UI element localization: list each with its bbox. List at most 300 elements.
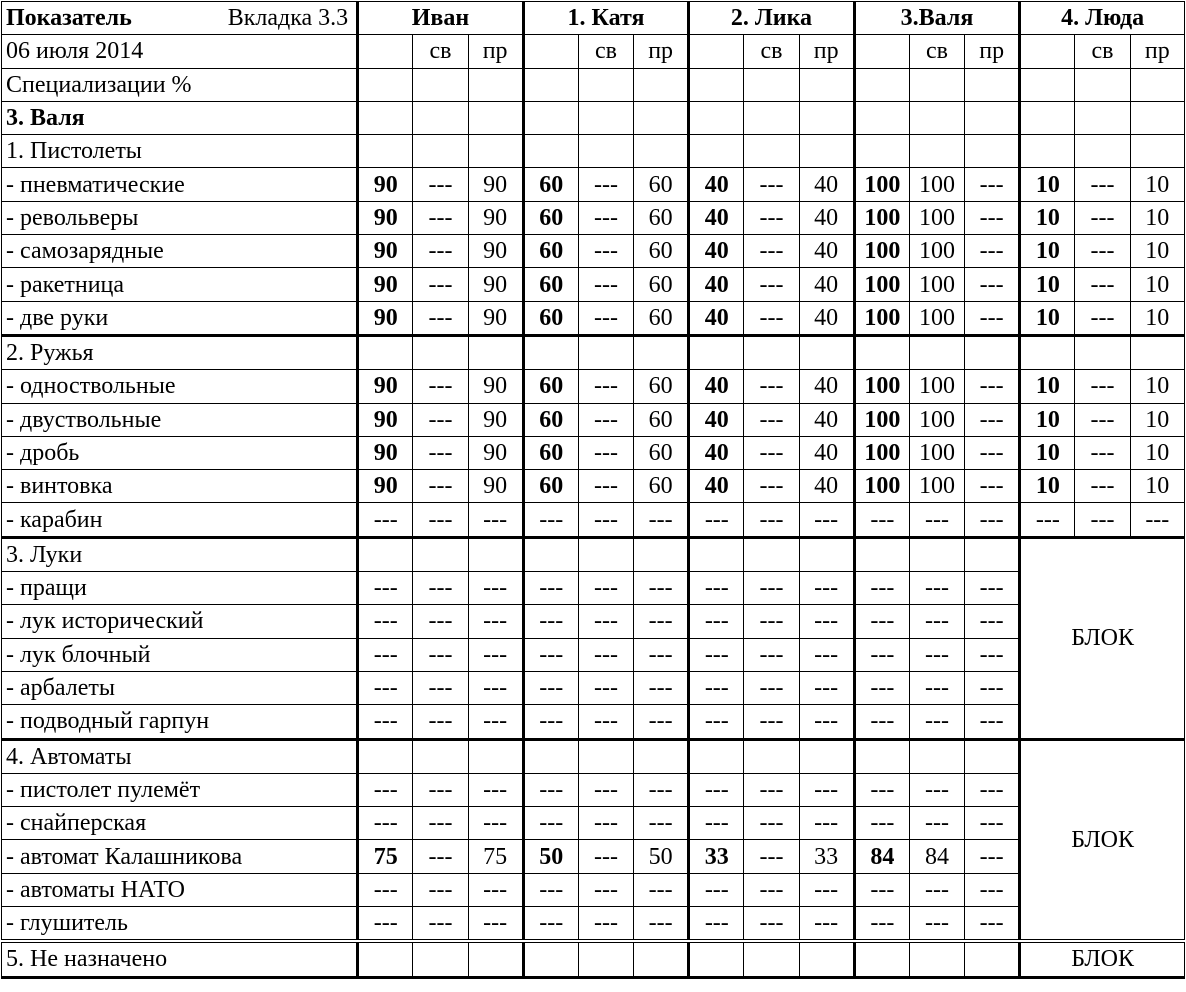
value-cell: 10 — [1130, 201, 1184, 234]
empty-cell — [744, 941, 799, 977]
value-cell: --- — [1020, 503, 1075, 537]
empty-cell — [1130, 135, 1184, 168]
value-cell: 90 — [468, 235, 523, 268]
value-cell: 10 — [1020, 436, 1075, 469]
row-label: - двуствольные — [2, 403, 358, 436]
value-cell: --- — [1075, 436, 1130, 469]
value-cell: 10 — [1020, 268, 1075, 301]
value-cell: 90 — [358, 301, 413, 335]
empty-cell — [1020, 335, 1075, 369]
value-cell: 10 — [1130, 403, 1184, 436]
value-cell: --- — [358, 773, 413, 806]
value-cell: 10 — [1020, 235, 1075, 268]
empty-cell — [468, 941, 523, 977]
table-row — [2, 301, 1185, 335]
value-cell: --- — [965, 168, 1020, 201]
value-cell: 90 — [468, 301, 523, 335]
table-row — [2, 873, 1185, 906]
row-label: - лук блочный — [2, 638, 358, 671]
value-cell: --- — [358, 705, 413, 739]
empty-cell — [358, 68, 413, 101]
empty-cell — [909, 101, 964, 134]
value-cell: 40 — [689, 235, 744, 268]
value-cell: 75 — [468, 840, 523, 873]
value-cell: --- — [744, 638, 799, 671]
empty-cell — [358, 739, 413, 773]
value-cell: 60 — [523, 201, 578, 234]
value-cell: --- — [744, 873, 799, 906]
empty-cell — [799, 135, 854, 168]
value-cell: --- — [744, 470, 799, 503]
empty-cell — [689, 135, 744, 168]
value-cell: 100 — [854, 370, 909, 403]
value-cell: --- — [909, 572, 964, 605]
value-cell: --- — [854, 605, 909, 638]
value-cell: 90 — [358, 235, 413, 268]
value-cell: 100 — [909, 470, 964, 503]
value-cell: --- — [799, 773, 854, 806]
value-cell: 10 — [1130, 235, 1184, 268]
subheader-pr: пр — [468, 35, 523, 68]
row-label: - револьверы — [2, 201, 358, 234]
value-cell: --- — [578, 873, 633, 906]
value-cell: --- — [689, 773, 744, 806]
empty-cell — [468, 335, 523, 369]
value-cell: --- — [358, 572, 413, 605]
empty-cell — [799, 68, 854, 101]
subheader-value-cell — [358, 35, 413, 68]
empty-cell — [854, 68, 909, 101]
value-cell: --- — [578, 638, 633, 671]
table-row — [2, 335, 1185, 369]
empty-cell — [965, 68, 1020, 101]
value-cell: 60 — [634, 235, 689, 268]
row-label: 3. Луки — [2, 537, 358, 571]
table-row — [2, 605, 1185, 638]
empty-cell — [523, 68, 578, 101]
value-cell: --- — [854, 638, 909, 671]
empty-cell — [1020, 68, 1075, 101]
value-cell: --- — [965, 671, 1020, 704]
empty-cell — [1130, 68, 1184, 101]
subheader-pr: пр — [799, 35, 854, 68]
value-cell: 60 — [523, 403, 578, 436]
row-label: 5. Не назначено — [2, 941, 358, 977]
table-row — [2, 68, 1185, 101]
table-row — [2, 268, 1185, 301]
value-cell: --- — [689, 907, 744, 942]
value-cell: --- — [689, 638, 744, 671]
value-cell: 60 — [523, 168, 578, 201]
empty-cell — [578, 537, 633, 571]
empty-cell — [854, 537, 909, 571]
value-cell: 60 — [523, 470, 578, 503]
person-name-header: 1. Катя — [523, 2, 689, 35]
value-cell: --- — [578, 807, 633, 840]
value-cell: 10 — [1130, 470, 1184, 503]
value-cell: 60 — [523, 370, 578, 403]
empty-cell — [634, 941, 689, 977]
value-cell: --- — [744, 773, 799, 806]
value-cell: 10 — [1130, 168, 1184, 201]
empty-cell — [634, 335, 689, 369]
value-cell: --- — [965, 873, 1020, 906]
empty-cell — [358, 335, 413, 369]
value-cell: 40 — [799, 403, 854, 436]
empty-cell — [358, 135, 413, 168]
row-label: 4. Автоматы — [2, 739, 358, 773]
value-cell: 10 — [1020, 301, 1075, 335]
value-cell: --- — [413, 705, 468, 739]
empty-cell — [799, 537, 854, 571]
empty-cell — [468, 135, 523, 168]
value-cell: --- — [413, 403, 468, 436]
empty-cell — [965, 335, 1020, 369]
empty-cell — [909, 68, 964, 101]
value-cell: --- — [744, 168, 799, 201]
subheader-sv: св — [1075, 35, 1130, 68]
value-cell: --- — [854, 773, 909, 806]
value-cell: --- — [523, 873, 578, 906]
value-cell: --- — [744, 572, 799, 605]
row-label: - ракетница — [2, 268, 358, 301]
value-cell: --- — [965, 503, 1020, 537]
value-cell: --- — [744, 201, 799, 234]
value-cell: --- — [468, 671, 523, 704]
value-cell: 60 — [523, 301, 578, 335]
block-cell: БЛОК — [1020, 739, 1185, 941]
value-cell: --- — [965, 572, 1020, 605]
empty-cell — [854, 941, 909, 977]
value-cell: 10 — [1020, 370, 1075, 403]
value-cell: --- — [965, 436, 1020, 469]
empty-cell — [689, 335, 744, 369]
row-label: - подводный гарпун — [2, 705, 358, 739]
value-cell: --- — [744, 671, 799, 704]
value-cell: --- — [965, 235, 1020, 268]
subheader-value-cell — [854, 35, 909, 68]
empty-cell — [799, 335, 854, 369]
value-cell: 60 — [634, 201, 689, 234]
empty-cell — [689, 941, 744, 977]
value-cell: --- — [965, 370, 1020, 403]
value-cell: --- — [523, 572, 578, 605]
row-label: - глушитель — [2, 907, 358, 942]
value-cell: 40 — [689, 268, 744, 301]
value-cell: 50 — [634, 840, 689, 873]
value-cell: 40 — [799, 168, 854, 201]
value-cell: 10 — [1020, 201, 1075, 234]
value-cell: 100 — [909, 436, 964, 469]
block-cell: БЛОК — [1020, 537, 1185, 739]
value-cell: 100 — [854, 403, 909, 436]
value-cell: --- — [1075, 168, 1130, 201]
empty-cell — [965, 135, 1020, 168]
empty-cell — [909, 335, 964, 369]
empty-cell — [634, 101, 689, 134]
value-cell: --- — [744, 235, 799, 268]
value-cell: --- — [744, 301, 799, 335]
table-row — [2, 201, 1185, 234]
empty-cell — [744, 68, 799, 101]
empty-cell — [1020, 101, 1075, 134]
value-cell: 40 — [689, 301, 744, 335]
value-cell: --- — [799, 572, 854, 605]
value-cell: 40 — [799, 235, 854, 268]
value-cell: 90 — [468, 268, 523, 301]
value-cell: --- — [744, 807, 799, 840]
subheader-sv: св — [909, 35, 964, 68]
table-row — [2, 572, 1185, 605]
empty-cell — [468, 739, 523, 773]
value-cell: 100 — [909, 168, 964, 201]
value-cell: --- — [909, 605, 964, 638]
value-cell: --- — [578, 840, 633, 873]
value-cell: --- — [523, 705, 578, 739]
row-label: - одноствольные — [2, 370, 358, 403]
value-cell: --- — [523, 907, 578, 942]
row-label: - пневматические — [2, 168, 358, 201]
empty-cell — [744, 135, 799, 168]
empty-cell — [578, 335, 633, 369]
value-cell: --- — [468, 705, 523, 739]
row-label: Специализации % — [2, 68, 358, 101]
empty-cell — [523, 537, 578, 571]
value-cell: --- — [358, 605, 413, 638]
empty-cell — [1130, 101, 1184, 134]
value-cell: 100 — [909, 403, 964, 436]
value-cell: --- — [413, 301, 468, 335]
value-cell: --- — [1075, 235, 1130, 268]
value-cell: --- — [1075, 301, 1130, 335]
empty-cell — [854, 101, 909, 134]
table-row — [2, 638, 1185, 671]
value-cell: --- — [799, 873, 854, 906]
value-cell: --- — [799, 671, 854, 704]
specialization-table — [1, 1, 1185, 979]
value-cell: --- — [854, 503, 909, 537]
value-cell: --- — [1075, 201, 1130, 234]
row-label: - пращи — [2, 572, 358, 605]
row-label: - лук исторический — [2, 605, 358, 638]
value-cell: --- — [523, 807, 578, 840]
table-row — [2, 235, 1185, 268]
value-cell: --- — [689, 503, 744, 537]
table-body — [2, 68, 1185, 977]
value-cell: --- — [909, 807, 964, 840]
value-cell: --- — [413, 503, 468, 537]
table-row — [2, 403, 1185, 436]
value-cell: 10 — [1020, 168, 1075, 201]
value-cell: --- — [909, 671, 964, 704]
row-label: 3. Валя — [2, 101, 358, 134]
value-cell: --- — [578, 503, 633, 537]
empty-cell — [965, 941, 1020, 977]
empty-cell — [468, 68, 523, 101]
row-label: - пистолет пулемёт — [2, 773, 358, 806]
value-cell: 60 — [634, 470, 689, 503]
empty-cell — [799, 941, 854, 977]
value-cell: --- — [413, 370, 468, 403]
empty-cell — [965, 537, 1020, 571]
value-cell: 90 — [468, 168, 523, 201]
value-cell: --- — [965, 807, 1020, 840]
row-label: - винтовка — [2, 470, 358, 503]
value-cell: --- — [1075, 470, 1130, 503]
value-cell: --- — [468, 807, 523, 840]
value-cell: --- — [523, 671, 578, 704]
table-row — [2, 135, 1185, 168]
empty-cell — [854, 135, 909, 168]
value-cell: --- — [854, 807, 909, 840]
value-cell: --- — [578, 572, 633, 605]
row-label: - карабин — [2, 503, 358, 537]
value-cell: --- — [744, 503, 799, 537]
value-cell: --- — [578, 403, 633, 436]
value-cell: --- — [965, 403, 1020, 436]
empty-cell — [634, 537, 689, 571]
value-cell: --- — [1075, 268, 1130, 301]
value-cell: --- — [413, 873, 468, 906]
value-cell: --- — [634, 873, 689, 906]
value-cell: --- — [413, 807, 468, 840]
value-cell: --- — [578, 436, 633, 469]
value-cell: 100 — [909, 370, 964, 403]
value-cell: 10 — [1020, 403, 1075, 436]
value-cell: --- — [634, 503, 689, 537]
value-cell: --- — [413, 773, 468, 806]
value-cell: 40 — [689, 168, 744, 201]
value-cell: 40 — [799, 201, 854, 234]
value-cell: --- — [1075, 370, 1130, 403]
value-cell: --- — [578, 268, 633, 301]
table-row — [2, 941, 1185, 977]
empty-cell — [523, 941, 578, 977]
empty-cell — [413, 739, 468, 773]
value-cell: --- — [413, 605, 468, 638]
empty-cell — [413, 941, 468, 977]
table-row — [2, 101, 1185, 134]
table-row — [2, 840, 1185, 873]
empty-cell — [689, 537, 744, 571]
value-cell: --- — [358, 907, 413, 942]
row-label: - арбалеты — [2, 671, 358, 704]
value-cell: 40 — [689, 436, 744, 469]
tab-label: Вкладка 3.3 — [227, 5, 349, 32]
value-cell: --- — [854, 705, 909, 739]
empty-cell — [634, 739, 689, 773]
person-name-header: 2. Лика — [689, 2, 855, 35]
value-cell: --- — [413, 671, 468, 704]
empty-cell — [413, 135, 468, 168]
value-cell: 60 — [634, 370, 689, 403]
table-row — [2, 537, 1185, 571]
value-cell: --- — [744, 268, 799, 301]
subheader-sv: св — [578, 35, 633, 68]
value-cell: 90 — [468, 470, 523, 503]
empty-cell — [523, 101, 578, 134]
value-cell: --- — [965, 268, 1020, 301]
value-cell: 60 — [634, 403, 689, 436]
value-cell: --- — [413, 572, 468, 605]
value-cell: --- — [358, 873, 413, 906]
empty-cell — [578, 68, 633, 101]
value-cell: --- — [634, 807, 689, 840]
table-row — [2, 168, 1185, 201]
value-cell: 33 — [689, 840, 744, 873]
empty-cell — [1075, 68, 1130, 101]
value-cell: --- — [358, 503, 413, 537]
value-cell: --- — [744, 403, 799, 436]
value-cell: --- — [578, 705, 633, 739]
empty-cell — [854, 739, 909, 773]
value-cell: --- — [413, 436, 468, 469]
value-cell: 40 — [689, 470, 744, 503]
empty-cell — [744, 335, 799, 369]
block-cell: БЛОК — [1020, 941, 1185, 977]
value-cell: 90 — [468, 403, 523, 436]
value-cell: --- — [468, 873, 523, 906]
value-cell: 90 — [468, 201, 523, 234]
value-cell: 10 — [1130, 370, 1184, 403]
value-cell: --- — [744, 705, 799, 739]
value-cell: --- — [854, 671, 909, 704]
row-label: - автомат Калашникова — [2, 840, 358, 873]
value-cell: --- — [965, 705, 1020, 739]
value-cell: --- — [1075, 503, 1130, 537]
value-cell: --- — [744, 605, 799, 638]
empty-cell — [744, 537, 799, 571]
table-row — [2, 370, 1185, 403]
empty-cell — [1075, 135, 1130, 168]
empty-cell — [413, 68, 468, 101]
empty-cell — [909, 135, 964, 168]
person-name-header: 3.Валя — [854, 2, 1020, 35]
value-cell: --- — [413, 235, 468, 268]
value-cell: --- — [634, 605, 689, 638]
row-label: - дробь — [2, 436, 358, 469]
value-cell: --- — [523, 605, 578, 638]
value-cell: --- — [744, 907, 799, 942]
empty-cell — [909, 739, 964, 773]
empty-cell — [909, 537, 964, 571]
value-cell: 33 — [799, 840, 854, 873]
value-cell: --- — [578, 907, 633, 942]
empty-cell — [413, 335, 468, 369]
empty-cell — [523, 739, 578, 773]
value-cell: 40 — [689, 201, 744, 234]
empty-cell — [965, 739, 1020, 773]
value-cell: 40 — [689, 403, 744, 436]
value-cell: 10 — [1130, 436, 1184, 469]
value-cell: --- — [909, 638, 964, 671]
value-cell: --- — [413, 840, 468, 873]
value-cell: 100 — [854, 436, 909, 469]
value-cell: 100 — [854, 301, 909, 335]
empty-cell — [854, 335, 909, 369]
empty-cell — [1020, 135, 1075, 168]
value-cell: --- — [799, 907, 854, 942]
value-cell: --- — [689, 705, 744, 739]
value-cell: --- — [965, 840, 1020, 873]
subheader-value-cell — [523, 35, 578, 68]
value-cell: 100 — [909, 268, 964, 301]
value-cell: --- — [578, 773, 633, 806]
table-row — [2, 436, 1185, 469]
empty-cell — [523, 135, 578, 168]
value-cell: 90 — [468, 436, 523, 469]
value-cell: --- — [634, 572, 689, 605]
